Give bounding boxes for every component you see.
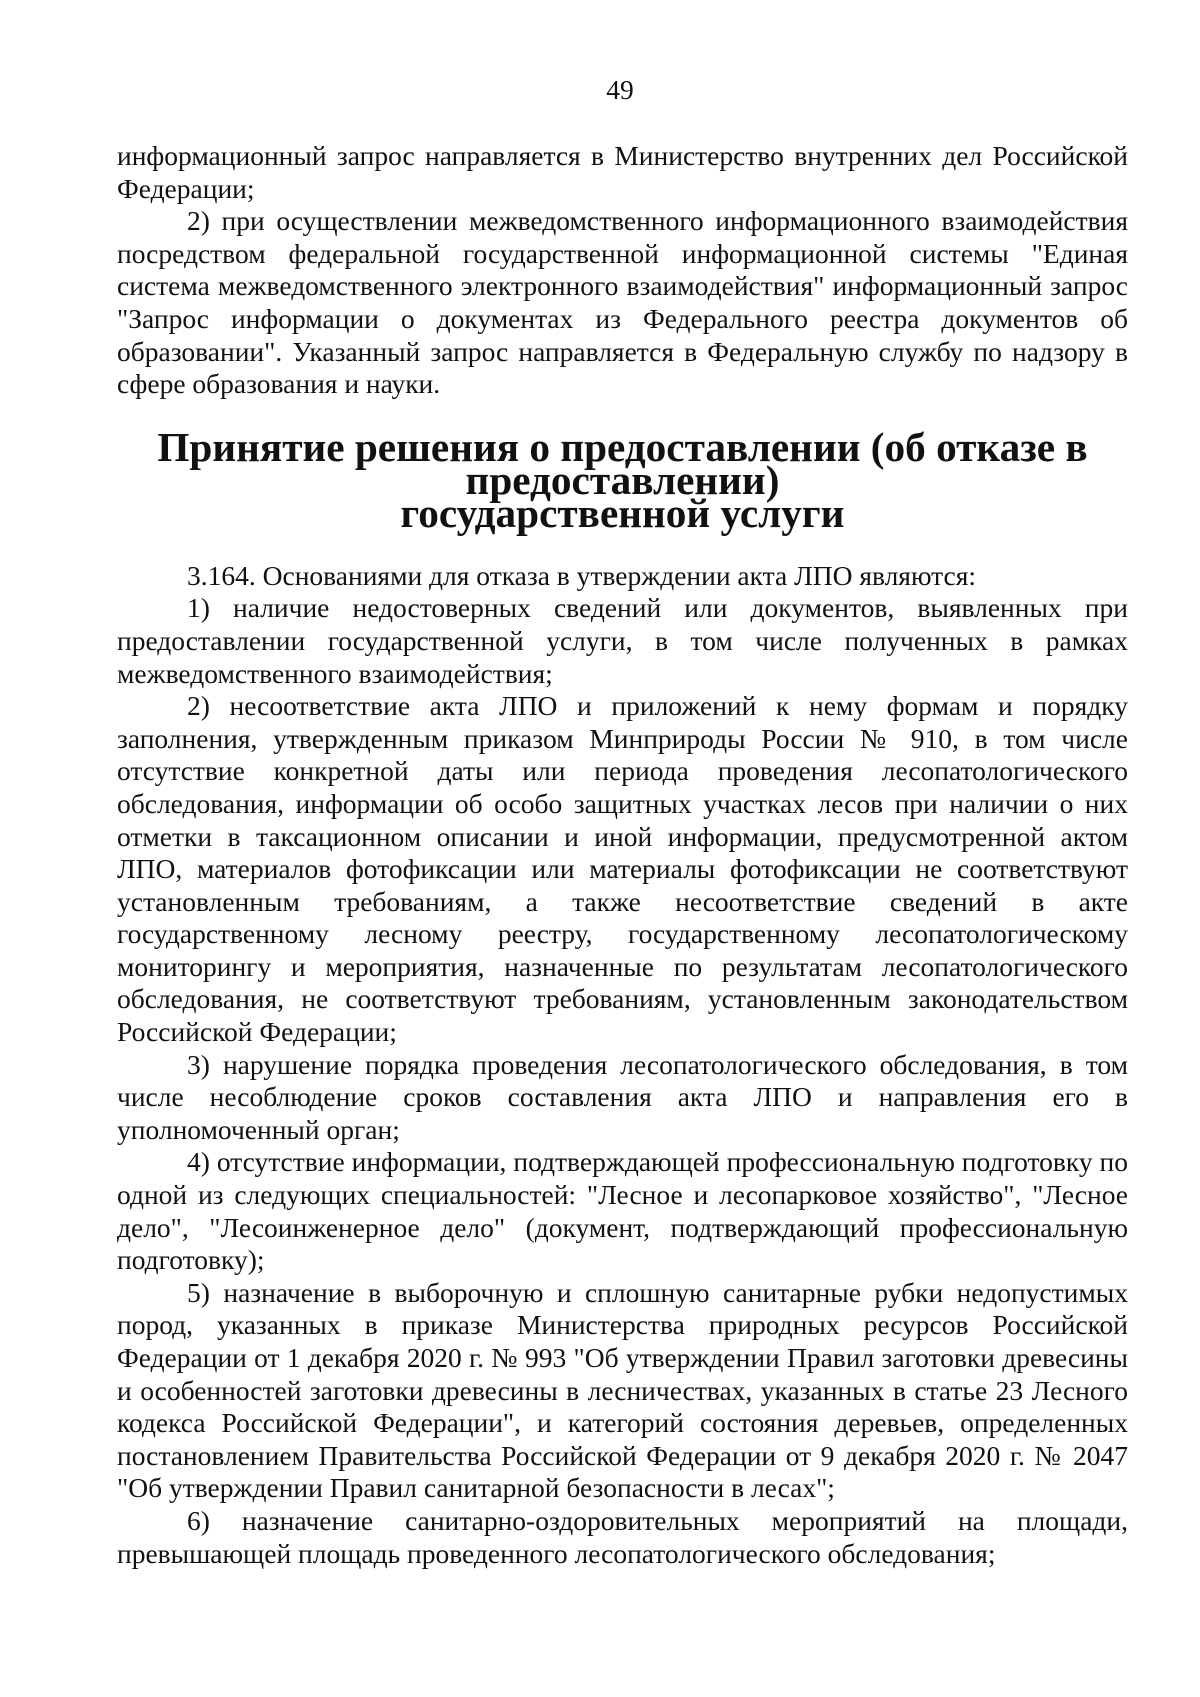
page-number: 49 <box>606 74 634 105</box>
section-heading <box>117 401 1128 560</box>
item-2-paragraph: 2) при осуществлении межведомственного информационного взаимодействия посредством федеральной государственной информационной системы "Единая система межведомственного электронного взаимодействия" информационный запрос "Запрос информации о документах из Федерального реестра документов об образовании". Указанный запрос направляется в Федеральную службу по надзору в сфере образования и науки. <box>117 205 1128 400</box>
list-item-1: 1) наличие недостоверных сведений или документов, выявленных при предоставлении государственной услуги, в том числе полученных в рамках межведомственного взаимодействия; <box>117 592 1128 689</box>
paragraph-3-164: 3.164. Основаниями для отказа в утверждении акта ЛПО являются: <box>187 559 976 591</box>
intro-paragraph: информационный запрос направляется в Министерство внутренних дел Российской Федерации; <box>117 140 1128 204</box>
list-item-5: 5) назначение в выборочную и сплошную санитарные рубки недопустимых пород, указанных в приказе Министерства природных ресурсов Российской Федерации от 1 декабря 2020 г. № 993 "Об утверждении Правил заготовки древесины и особенностей заготовки древесины в лесничествах, указанных в статье 23 Лесного кодекса Российской Федерации", и категорий состояния деревьев, определенных постановлением Правительства Российской Федерации от 9 декабря 2020 г. № 2047 "Об утверждении Правил санитарной безопасности в лесах"; <box>117 1276 1128 1504</box>
list-item-4: 4) отсутствие информации, подтверждающей профессиональную подготовку по одной из следующих специальностей: "Лесное и лесопарковое хозяйство", "Лесное дело", "Лесоинженерное дело" (документ, подтверждающий профессиональную подготовку); <box>117 1146 1128 1276</box>
list-item-3: 3) нарушение порядка проведения лесопатологического обследования, в том числе несоблюдение сроков составления акта ЛПО и направления его в уполномоченный орган; <box>117 1048 1128 1145</box>
list-item-2: 2) несоответствие акта ЛПО и приложений к нему формам и порядку заполнения, утвержденным приказом Минприроды России № 910, в том числе отсутствие конкретной даты или периода проведения лесопатологического обследования, информации об особо защитных участках лесов при наличии о них отметки в таксационном описании и иной информации, предусмотренной актом ЛПО, материалов фотофиксации или материалы фотофиксации не соответствуют установленным требованиям, а также несоответствие сведений в акте государственному лесному реестру, государственному лесопатологическому мониторингу и мероприятия, назначенные по результатам лесопатологического обследования, не соответствуют требованиям, установленным законодательством Российской Федерации; <box>117 690 1128 1048</box>
document-body <box>117 140 1128 1570</box>
list-item-6: 6) назначение санитарно-оздоровительных мероприятий на площади, превышающей площадь проведенного лесопатологического обследования; <box>117 1504 1128 1569</box>
section-heading-line-2: государственной услуги <box>400 489 845 536</box>
section-heading-line-1: Принятие решения о предоставлении (об отказе в предоставлении) <box>157 423 1088 503</box>
